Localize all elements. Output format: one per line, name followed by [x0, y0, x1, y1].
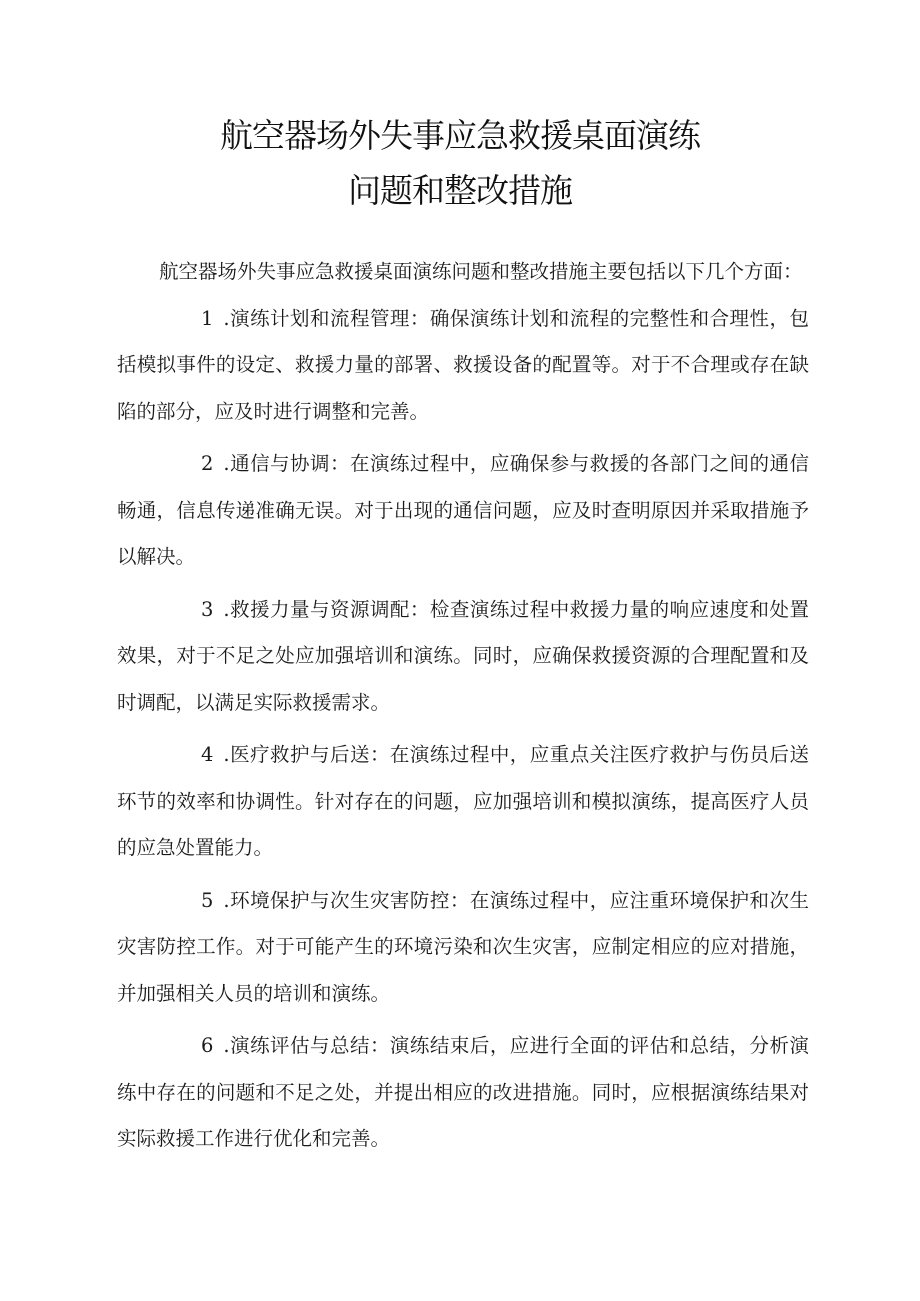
item-number: 5 [201, 888, 214, 912]
document-title [0, 108, 920, 218]
item-text: .医疗救护与后送：在演练过程中，应重点关注医疗救护与伤员后送环节的效率和协调性。针对存在的问题，应加强培训和模拟演练，提高医疗人员的应急处置能力。 [117, 743, 809, 859]
item-number: 6 [201, 1034, 214, 1057]
item-text: .环境保护与次生灾害防控：在演练过程中，应注重环境保护和次生灾害防控工作。对于可能产生的环境污染和次生灾害，应制定相应的应对措施，并加强相关人员的培训和演练。 [117, 888, 809, 1005]
list-item [117, 878, 809, 1018]
item-number: 3 [201, 597, 214, 621]
item-number: 1 [201, 306, 214, 330]
title-line-1: 航空器场外失事应急救援桌面演练 [220, 116, 700, 155]
item-text: .通信与协调：在演练过程中，应确保参与救援的各部门之间的通信畅通，信息传递准确无误。对于出现的通信问题，应及时查明原因并采取措施予以解决。 [117, 452, 809, 568]
item-number: 2 [201, 452, 214, 475]
list-item [117, 1023, 809, 1163]
list-item [117, 587, 809, 727]
list-item [117, 296, 809, 436]
list-item [117, 441, 809, 581]
title-line-2: 问题和整改措施 [348, 171, 572, 210]
intro-paragraph: 航空器场外失事应急救援桌面演练问题和整改措施主要包括以下几个方面： [159, 260, 803, 283]
item-text: .演练计划和流程管理：确保演练计划和流程的完整性和合理性，包括模拟事件的设定、救援力量的部署、救援设备的配置等。对于不合理或存在缺陷的部分，应及时进行调整和完善。 [117, 306, 809, 423]
item-text: .演练评估与总结：演练结束后，应进行全面的评估和总结，分析演练中存在的问题和不足之处，并提出相应的改进措施。同时，应根据演练结果对实际救援工作进行优化和完善。 [117, 1034, 809, 1150]
document-body [117, 249, 809, 1169]
item-text: .救援力量与资源调配：检查演练过程中救援力量的响应速度和处置效果，对于不足之处应加强培训和演练。同时，应确保救援资源的合理配置和及时调配，以满足实际救援需求。 [117, 597, 809, 714]
item-number: 4 [201, 743, 214, 766]
list-item [117, 732, 809, 872]
